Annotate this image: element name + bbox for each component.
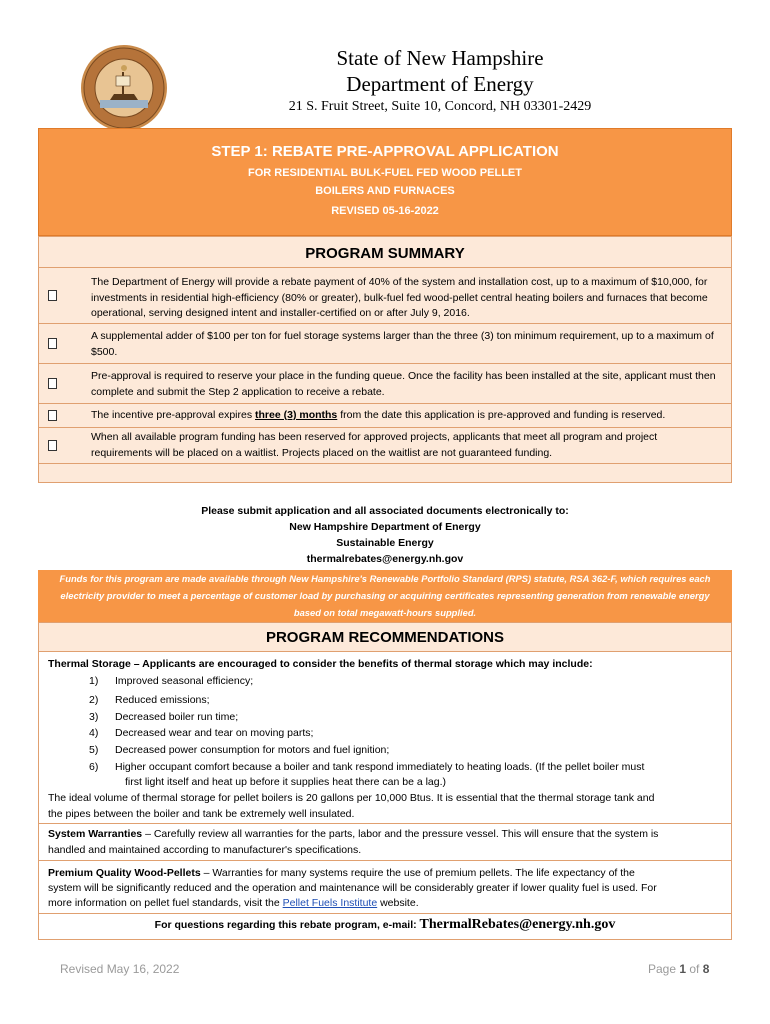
summary-item-text: The Department of Energy will provide a rebate payment of 40% of the system and installation cost, up to a maximum of $10,000, for investments in residential high-efficiency (80% or greater), bulk-fuel fed wood-pellet central heating boilers and furnaces that become operational, serving designed intent and installer-certified on or after July 9, 2016. [91,276,708,319]
benefit-item: 3) Decreased boiler run time; [89,711,239,723]
recommendations-title: PROGRAM RECOMMENDATIONS [265,629,505,646]
state-name: State of New Hampshire [336,46,544,70]
summary-item [39,427,731,464]
questions-contact: For questions regarding this rebate program, e-mail: ThermalRebates@energy.nh.gov [154,917,616,932]
checkbox-icon [48,410,57,421]
ideal-volume-text: the pipes between the boiler and tank be extremely well insulated. [48,808,355,820]
summary-item [39,323,731,364]
state-seal-logo [80,44,168,132]
funding-note-line: Funds for this program are made available through New Hampshire's Renewable Portfolio Standard (RPS) statute, RSA 362-F, which requires each [59,573,711,584]
summary-item [39,403,731,428]
summary-item-text: A supplemental adder of $100 per ton for fuel storage systems larger than the three (3) ton minimum requirement, up to a maximum of $500. [91,330,714,358]
benefit-item: 1) Improved seasonal efficiency; [89,675,254,687]
warranties-text: System Warranties – Carefully review all warranties for the parts, labor and the pressure vessel. This will ensure that the system is [48,828,659,840]
section-divider [39,823,731,824]
section-divider [39,860,731,861]
submit-line: Sustainable Energy [336,537,434,549]
checkbox-icon [48,338,57,349]
banner-subtitle-line2: BOILERS AND FURNACES [315,185,455,197]
program-recommendations-section [38,622,732,940]
warranties-text: handled and maintained according to manufacturer's specifications. [48,844,362,856]
department-name: Department of Energy [346,72,534,96]
footer-revised: Revised May 16, 2022 [60,962,180,976]
benefit-item: 4) Decreased wear and tear on moving parts; [89,727,314,739]
submit-line: Please submit application and all associated documents electronically to: [201,505,569,517]
benefit-item: 5) Decreased power consumption for motors and fuel ignition; [89,744,390,756]
pellets-text: Premium Quality Wood-Pellets – Warranties for many systems require the use of premium pellets. The life expectancy of the [48,867,635,879]
revision-date: REVISED 05-16-2022 [331,205,439,217]
funding-note [38,570,732,622]
summary-item-text: Pre-approval is required to reserve your place in the funding queue. Once the facility has been installed at the site, applicant must then complete and submit the Step 2 application to receive a rebate. [91,370,716,398]
submit-email: thermalrebates@energy.nh.gov [306,553,464,565]
pellets-label: Premium Quality Wood-Pellets [48,867,201,879]
recommendations-header [39,623,731,652]
page-number: Page 1 of 8 [648,962,710,976]
section-divider [39,913,731,914]
benefit-item: 2) Reduced emissions; [89,694,210,706]
step-title: STEP 1: REBATE PRE-APPROVAL APPLICATION [211,143,559,160]
summary-item [39,363,731,404]
application-title-banner [38,128,732,236]
benefit-item-continued: first light itself and heat up before it supplies heat there can be a lag.) [125,776,447,788]
funding-note-line: electricity provider to meet a percentage of customer load by purchasing or acquiring certificates representing generation from renewable energy [60,590,710,601]
warranties-label: System Warranties [48,828,143,840]
pellets-text: more information on pellet fuel standards, visit the Pellet Fuels Institute website. [48,897,419,909]
summary-item-text: The incentive pre-approval expires three (3) months from the date this application is pre-approved and funding is reserved. [91,409,666,421]
banner-subtitle-line1: FOR RESIDENTIAL BULK-FUEL FED WOOD PELLET [248,167,522,179]
submission-instructions [38,483,732,571]
program-summary-section [38,236,732,483]
checkbox-icon [48,440,57,451]
expiry-period: three (3) months [255,409,338,421]
submit-line: New Hampshire Department of Energy [289,521,481,533]
contact-email: ThermalRebates@energy.nh.gov [419,917,616,932]
pellets-text: system will be significantly reduced and the operation and maintenance will be considerably greater if lower quality fuel is used. For [48,882,657,894]
checkbox-icon [48,378,57,389]
funding-note-line: based on total megawatt-hours supplied. [293,607,477,618]
program-summary-title: PROGRAM SUMMARY [305,245,465,262]
checkbox-icon [48,290,57,301]
department-address: 21 S. Fruit Street, Suite 10, Concord, NH 03301-2429 [288,99,592,114]
thermal-storage-intro: Thermal Storage – Applicants are encouraged to consider the benefits of thermal storage which may include: [48,658,593,670]
summary-item [39,267,731,324]
benefit-item: 6) Higher occupant comfort because a boiler and tank respond immediately to heating loads. (If the pellet boiler must [89,761,645,773]
summary-spacer-row [39,463,731,484]
ideal-volume-text: The ideal volume of thermal storage for pellet boilers is 20 gallons per 10,000 Btus. It is essential that the thermal storage tank and [48,792,655,804]
summary-item-text: When all available program funding has been reserved for approved projects, applicants that meet all program and project requirements will be placed on a waitlist. Projects placed on the waitlist are not guaranteed funding. [91,431,658,459]
pellet-fuels-institute-link[interactable]: Pellet Fuels Institute [282,897,378,909]
